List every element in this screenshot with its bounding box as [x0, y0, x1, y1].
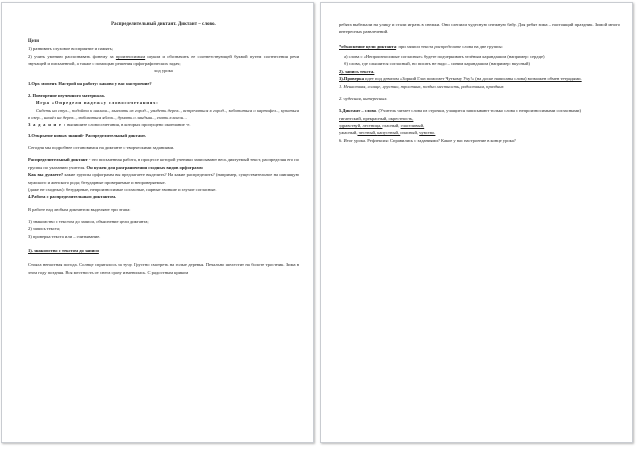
section-1-org-moment: 1.Орг. момент. Настрой на работу: каково у вас настроение? — [28, 80, 152, 86]
stage-item-1: 1) знакомство с текстом до записи, объяснение цели диктанта; — [28, 218, 149, 224]
stage-item-2: 2) запись текста; — [28, 226, 61, 232]
dictation-text-part-1: Стояла ненастная погода. Солнце спряталось за тучу. Грустно смотреть на голые деревья. Печально шелестит на болоте тростник. Зима в этом году поздняя. Вся местность от снега сразу изменилась. С радостным криком — [28, 262, 299, 275]
word-kapustnyy: капустный, — [377, 130, 401, 136]
spacer — [339, 36, 620, 43]
document-page-1 — [1, 2, 314, 443]
stage-1-subheading: 1). знакомство с текстом до записи — [28, 248, 99, 254]
word-zdravstvuy: здравствуй, — [339, 122, 363, 128]
section-6-reflection: 6. Итог урока. Рефлексия: Справились с заданиями? Какое у вас настроение в конце урока? — [339, 137, 516, 143]
document-title: Распределительный диктант. Диктант – слово. — [111, 22, 216, 27]
definition-term: Распределительный диктант — [28, 157, 88, 163]
definition-paragraph — [28, 156, 299, 171]
question-prompt: Как вы думаете? — [28, 172, 64, 178]
task-label: З а д а н и е : — [28, 122, 66, 128]
group-a-instruction: а) слова с «Непроизносимые согласные» будете подчеркивать зелёным карандашом (например: сердце) — [344, 54, 545, 60]
intro-sentence: Сегодня мы подробнее остановимся на диктанте с творческими заданиями. — [28, 145, 175, 151]
word-schastlivyy: счастливый, — [400, 122, 425, 128]
goal-explanation-part-a: : при записи текста — [396, 43, 435, 49]
stages-intro: В работе над любым диктантом выделяют три этапа: — [28, 206, 131, 212]
answer-group-1: 1. Ненастная, солнце, грустно, тростник, поздно местность, радостным, праздник — [339, 83, 504, 89]
page-2-content — [339, 21, 620, 144]
word-chuvstvo: чувство. — [419, 130, 436, 136]
spacer — [28, 240, 299, 247]
word-list-line-3 — [339, 129, 620, 136]
game-phrases: Сидеть на стул.., подойти к шалаш.., выехать из город.., увидеть дерев.., встречаться в город.., заботиться о картофел.., купаться в озер.., нашёл на дерев.., любоваться яблок.., думать о ландыш.., ехать в вагон… — [28, 107, 299, 121]
goal-2-underlined: произносимым — [115, 53, 146, 59]
question-paragraph — [28, 171, 299, 186]
stage-2-subheading: 2). запись текста. — [339, 68, 375, 74]
dictation-text-part-2: ребята выбежали на улицу и стали играть в снежки. Они слепили чудесную снежную бабу. Для ребят зима – настоящий праздник. Зимой много интересных развлечений. — [339, 22, 620, 35]
section-5-body: . (Учитель читает слова из строчки, учащиеся записывают только слова с непроизносимыми согласными) — [376, 108, 582, 114]
goal-2-part-b: шуком и обозначить ее соответствующей буквой путем соотнесения речи звучащей и письменной, а также с помощью решения орфографических задач; — [28, 53, 300, 66]
game-heading: Игра «Определи падеж»у словосочетаниях: — [36, 100, 159, 106]
consonant-groups-line: (даже не сходных): безударные, непроизносимые согласные, парные звонкие и глухие согласные. — [28, 186, 217, 192]
section-4-work-with-dictation: 4.Работа с распределительным диктантом. — [28, 194, 117, 200]
word-chestnyy: честный, — [357, 130, 378, 136]
word-lestnitsa: лестница, — [362, 122, 383, 128]
definition-body: - это письменная работа, в процессе которой ученики записывают весь диктуемый текст, распределяя его по группы по указанию учителя. — [28, 157, 299, 170]
section-3-new-knowledge: 3.Открытие новых знаний- Распределительный диктант. — [28, 132, 146, 138]
word-opasnyy: опасный, — [400, 130, 420, 136]
task-line — [28, 121, 299, 128]
section-5-label: 5.Диктант – слово — [339, 108, 377, 114]
question-body: какие группы орфограмм вы предлагаете выделить? На какие распределить? (например, существительное на шипящую мужского и женского рода; безударные проверяемые и непроверяемые. — [28, 172, 299, 185]
stage-3-body: идет под девизом «Зоркий Глаз помогает Чуткому Уху!» (на доске написаны слова) возможен обмен тетрадями. — [363, 76, 582, 82]
word-list-line-1: гигантский, прекрасный, окрестность, — [339, 115, 414, 121]
spacer — [28, 29, 299, 38]
goals-heading: Цели — [28, 38, 39, 44]
goal-item-2 — [28, 53, 299, 68]
stage-item-3: 3) проверка текста или – считывание. — [28, 233, 101, 239]
word-list-line-2 — [339, 122, 620, 129]
definition-purpose: Он нужен для разграничения сходных видов орфограмм — [85, 164, 203, 170]
stage-3-label: 3).Проверка — [339, 76, 364, 82]
word-uzhasnyy: ужасный, — [339, 130, 358, 136]
section-2-review: 2. Повторение изученного материала. — [28, 92, 105, 98]
goal-explanation-label: *объяснение цели диктанта — [339, 43, 397, 49]
page-1-content — [28, 21, 299, 276]
group-b-instruction: б) слова, где слышится согласный, но писать не надо – синим карандашом (например: вкусный) — [344, 61, 530, 67]
goal-explanation-emphasis: распределите — [434, 43, 462, 49]
answer-group-2: 2. чудесная, интересных. — [339, 95, 388, 101]
stage-3-check-line — [339, 75, 620, 82]
section-5-dictation-word — [339, 107, 620, 114]
task-text: выпишите словосочетания, в которых пропущено окончание -е. — [65, 122, 191, 128]
lesson-plan-label: ход урока — [154, 68, 173, 74]
goal-2-part-a: 2) учить умению распознавать фонему за — [28, 53, 116, 59]
goal-item-1: 1) развивать слуховое восприятие и память; — [28, 46, 113, 52]
dictation-goal-explanation — [339, 43, 620, 50]
spacer — [28, 254, 299, 261]
document-page-2 — [320, 2, 633, 443]
goal-explanation-part-b: слова на две группы: — [461, 43, 503, 49]
word-glasnyy: гласный, — [382, 122, 401, 128]
